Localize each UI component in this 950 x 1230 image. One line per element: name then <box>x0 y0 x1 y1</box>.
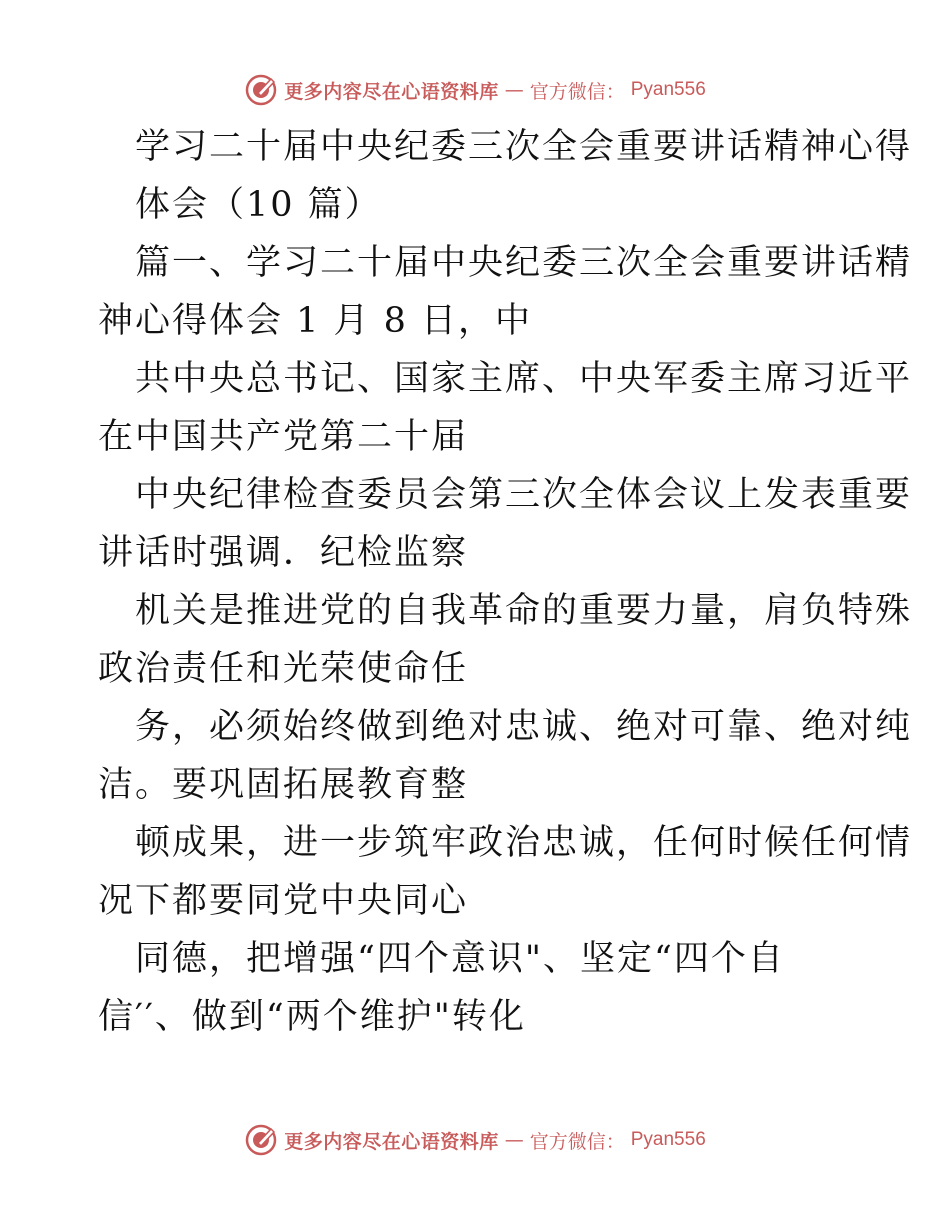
footer-wechat-label: 官方微信： <box>529 1130 625 1153</box>
document-line: 信′′、做到“两个维护"转化 <box>98 997 526 1037</box>
pen-logo-icon <box>244 73 278 107</box>
document-line: 篇一、学习二十届中央纪委三次全会重要讲话精 <box>135 243 913 283</box>
document-line: 体会（10 篇） <box>135 185 382 225</box>
document-line: 顿成果，进一步筑牢政治忠诚，任何时候任何情 <box>135 823 913 863</box>
document-line: 中央纪律检查委员会第三次全体会议上发表重要 <box>135 475 913 515</box>
pen-logo-icon <box>244 1123 278 1157</box>
document-line: 务，必须始终做到绝对忠诚、绝对可靠、绝对纯 <box>135 707 913 747</box>
footer-banner <box>0 1120 950 1160</box>
document-line: 学习二十届中央纪委三次全会重要讲话精神心得 <box>135 127 913 167</box>
document-line: 在中国共产党第二十届 <box>98 417 469 457</box>
header-banner <box>0 70 950 110</box>
document-body <box>98 118 913 1046</box>
footer-wechat-id: Pyan556 <box>630 1129 706 1150</box>
footer-separator: — <box>504 1129 524 1151</box>
document-line: 政治责任和光荣使命任 <box>98 649 469 689</box>
header-brand: 更多内容尽在心语资料库 <box>284 80 499 103</box>
document-line: 况下都要同党中央同心 <box>98 881 469 921</box>
document-line: 神心得体会 1 月 8 日，中 <box>98 301 533 341</box>
header-separator: — <box>504 79 524 101</box>
document-line: 共中央总书记、国家主席、中央军委主席习近平 <box>135 359 913 399</box>
header-wechat-label: 官方微信： <box>529 80 625 103</box>
document-line: 机关是推进党的自我革命的重要力量，肩负特殊 <box>135 591 913 631</box>
header-wechat-id: Pyan556 <box>630 79 706 100</box>
document-line: 讲话时强调．纪检监察 <box>98 533 469 573</box>
document-line: 洁。要巩固拓展教育整 <box>98 765 469 805</box>
document-line: 同德，把增强“四个意识"、坚定“四个自 <box>135 939 785 979</box>
footer-brand: 更多内容尽在心语资料库 <box>284 1130 499 1153</box>
